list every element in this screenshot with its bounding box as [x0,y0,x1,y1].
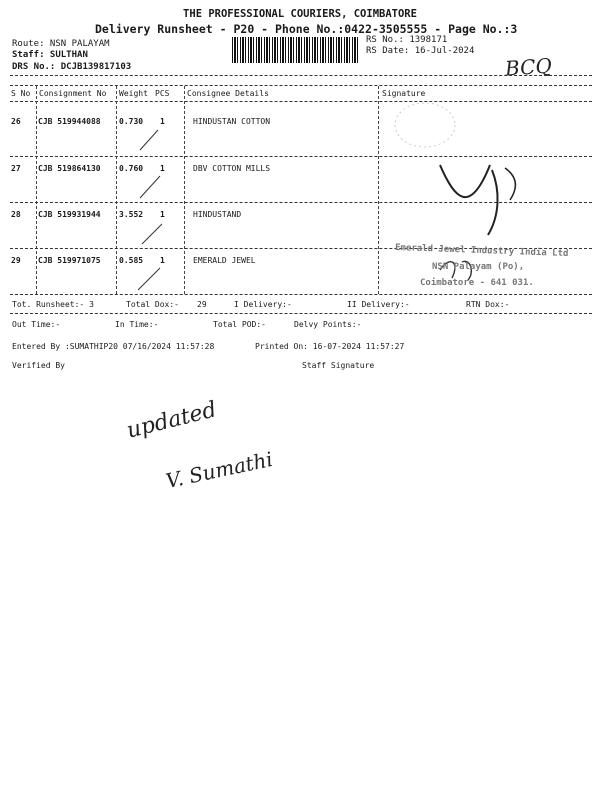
row-consignee: DBV COTTON MILLS [193,164,271,173]
row-consignee: HINDUSTAN COTTON [193,117,271,126]
company-stamp-line1: Emerald Jewel Industry India Ltd [394,242,569,260]
row-sno: 29 [11,256,21,265]
tick-mark [140,130,158,150]
rs-number: RS No.: 1398171 [366,35,448,45]
row-consignment: CJB 519971075 [38,256,101,265]
total-dox-value: 29 [197,300,207,309]
column-header-pcs: PCS [155,89,170,98]
printed-on: Printed On: 16-07-2024 11:57:27 [255,342,405,351]
company-title: THE PROFESSIONAL COURIERS, COIMBATORE [183,8,417,20]
drs-number: DRS No.: DCJB139817103 [12,62,132,72]
total-runsheet: Tot. Runsheet:- 3 [12,300,94,309]
column-header-weight: Weight [119,89,148,98]
tick-mark [138,268,160,290]
row-sno: 28 [11,210,21,219]
column-header-consignment: Consignment No [39,89,107,98]
route-label: Route: NSN PALAYAM [12,39,110,49]
column-header-consignee: Consignee Details [187,89,269,98]
handwritten-code: BCQ [504,53,553,81]
row-sno: 27 [11,164,21,173]
verified-by: Verified By [12,361,65,370]
row-consignee: EMERALD JEWEL [193,256,256,265]
rtn-dox: RTN Dox:- [466,300,510,309]
tick-mark [142,224,162,244]
out-time: Out Time:- [12,320,61,329]
handwritten-note-signature: V. Sumathi [163,446,275,494]
signature-scribble [505,168,515,200]
i-delivery: I Delivery:- [234,300,292,309]
tick-mark [140,176,160,198]
divider [10,313,592,314]
rs-date: RS Date: 16-Jul-2024 [366,46,475,56]
row-consignee: HINDUSTAND [193,210,242,219]
signature-scribble [440,165,498,235]
row-consignment: CJB 519944088 [38,117,101,126]
staff-label: Staff: SULTHAN [12,50,88,60]
row-weight: 0.585 [119,256,144,265]
row-sno: 26 [11,117,21,126]
company-stamp-line3: Coimbatore - 641 031. [420,278,534,288]
entered-by: Entered By :SUMATHIP20 07/16/2024 11:57:28 [12,342,215,351]
delvy-points: Delvy Points:- [294,320,362,329]
row-weight: 0.760 [119,164,144,173]
row-consignment: CJB 519864130 [38,164,101,173]
row-weight: 3.552 [119,210,144,219]
row-consignment: CJB 519931944 [38,210,101,219]
staff-signature: Staff Signature [302,361,375,370]
total-pod: Total POD:- [213,320,266,329]
ii-delivery: II Delivery:- [347,300,410,309]
in-time: In Time:- [115,320,159,329]
handwritten-note-updated: updated [124,397,220,444]
company-stamp-line2: NSN Palayam (Po), [432,262,525,272]
row-pcs: 1 [160,164,165,173]
row-pcs: 1 [160,117,165,126]
row-weight: 0.730 [119,117,144,126]
row-pcs: 1 [160,210,165,219]
row-pcs: 1 [160,256,165,265]
column-header-signature: Signature [382,89,426,98]
runsheet-subtitle: Delivery Runsheet - P20 - Phone No.:0422-3505555 - Page No.:3 [95,22,518,36]
faint-seal [395,103,455,147]
column-header-sno: S No [11,89,31,98]
total-dox-label: Total Dox:- [126,300,179,309]
